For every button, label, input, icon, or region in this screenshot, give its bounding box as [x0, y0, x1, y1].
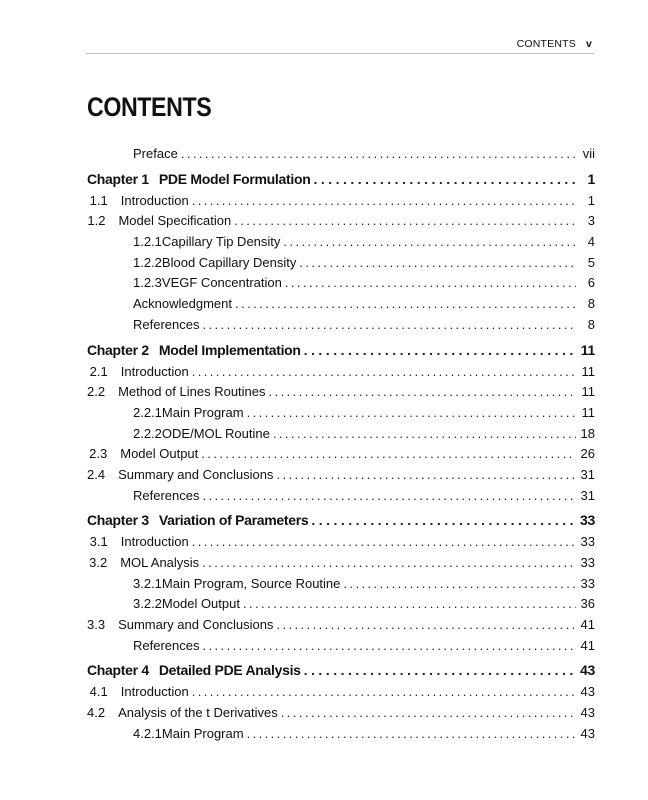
- dot-leader: [202, 317, 576, 333]
- toc-entry-title: Summary and Conclusions: [118, 617, 274, 633]
- toc-entry-title: Main Program, Source Routine: [161, 575, 341, 591]
- toc-entry: [87, 364, 595, 385]
- dot-leader: [192, 684, 576, 700]
- toc-entry-page: 3: [587, 213, 595, 229]
- toc-entry-title: ODE/MOL Routine: [161, 425, 270, 441]
- toc-chapter-entry: [87, 512, 595, 534]
- dot-leader: [311, 512, 576, 529]
- toc-entry-title: MOL Analysis: [120, 555, 200, 570]
- toc-entry-page: 43: [580, 725, 595, 741]
- toc-entry-number: 1.2.3: [133, 275, 162, 291]
- dot-leader: [285, 275, 576, 291]
- toc-entry-title: Blood Capillary Density: [161, 254, 297, 270]
- toc-entry-title: Introduction: [120, 684, 189, 700]
- toc-entry: [87, 467, 595, 488]
- toc-entry: [87, 234, 595, 255]
- toc-entry-number: 1.2.2: [133, 254, 162, 270]
- dot-leader: [313, 171, 576, 188]
- toc-entry-number: 4.2.1: [133, 725, 162, 741]
- toc-chapter-entry: [87, 171, 595, 193]
- toc-entry-title: Introduction: [120, 363, 189, 379]
- toc-entry-title: Model Output: [120, 446, 199, 462]
- toc-entry: [87, 255, 595, 276]
- dot-leader: [192, 534, 576, 550]
- toc-entry-page: 33: [580, 575, 595, 591]
- toc-entry-page: 36: [580, 596, 595, 612]
- toc-entry-number: Chapter 1: [87, 170, 149, 187]
- toc-entry-page: 43: [580, 684, 595, 700]
- toc-entry-title: Main Program: [161, 725, 244, 741]
- toc-entry-number: 2.2.1: [133, 404, 162, 420]
- toc-entry-page: 41: [580, 617, 595, 633]
- toc-entry-page: 31: [580, 487, 595, 503]
- running-head-page-number: v: [585, 38, 592, 50]
- dot-leader: [304, 662, 576, 679]
- toc-entry: [87, 534, 595, 555]
- toc-entry-title: Summary and Conclusions: [118, 466, 274, 482]
- toc-entry: [87, 726, 595, 747]
- toc-entry-number: 1.2: [87, 213, 106, 229]
- toc-entry-number: 4.2: [87, 705, 106, 721]
- toc-entry-page: 33: [580, 555, 595, 570]
- toc-entry-title: Method of Lines Routines: [118, 384, 266, 400]
- dot-leader: [234, 213, 576, 229]
- dot-leader: [276, 617, 576, 633]
- toc-entry-title: Model Implementation: [158, 341, 301, 358]
- toc-entry-title: Main Program: [161, 404, 244, 420]
- running-head-label: CONTENTS: [516, 38, 576, 50]
- toc-entry-title: Variation of Parameters: [158, 512, 309, 529]
- toc-entry-title: VEGF Concentration: [161, 275, 282, 291]
- toc-entry-page: 33: [580, 534, 595, 550]
- toc-entry-number: 3.1: [89, 534, 108, 550]
- toc-entry-title: Analysis of the t Derivatives: [118, 705, 278, 721]
- dot-leader: [269, 384, 576, 400]
- toc-entry-page: 6: [587, 275, 595, 291]
- toc-entry-number: 3.2.2: [133, 596, 162, 612]
- toc-entry-page: 11: [580, 341, 595, 358]
- toc-entry-title: Introduction: [120, 192, 189, 208]
- toc-entry: [87, 193, 595, 214]
- dot-leader: [273, 426, 576, 442]
- toc-entry-title: PDE Model Formulation: [158, 170, 311, 187]
- toc-entry-number: 2.3: [89, 446, 108, 462]
- toc-entry: [87, 275, 595, 296]
- toc-entry-number: 2.2.2: [133, 425, 162, 441]
- toc-entry: [87, 405, 595, 426]
- dot-leader: [343, 576, 576, 592]
- toc-entry-page: 1: [587, 170, 595, 187]
- toc-entry-title: Model Output: [161, 596, 240, 612]
- toc-entry-title: References: [133, 637, 200, 653]
- toc-entry: [87, 638, 595, 659]
- toc-entry-page: 33: [580, 512, 595, 529]
- dot-leader: [192, 364, 576, 380]
- dot-leader: [202, 555, 576, 571]
- toc-entry-number: Chapter 3: [87, 512, 149, 529]
- toc-entry-page: 1: [587, 192, 595, 208]
- dot-leader: [235, 296, 576, 312]
- toc-entry-page: 31: [580, 466, 595, 482]
- toc-entry: [87, 576, 595, 597]
- toc-entry-page: 11: [581, 363, 595, 379]
- toc-chapter-entry: [87, 662, 595, 684]
- toc-entry: [87, 213, 595, 234]
- toc-entry-title: References: [133, 487, 200, 503]
- toc-entry: [87, 446, 595, 467]
- table-of-contents: [87, 146, 595, 747]
- toc-entry-title: Model Specification: [118, 213, 232, 229]
- toc-entry-page: 18: [580, 425, 595, 441]
- toc-entry-title: Introduction: [120, 534, 189, 550]
- toc-entry-page: 8: [587, 296, 595, 312]
- toc-entry-number: 4.1: [89, 684, 108, 700]
- toc-entry: [87, 488, 595, 509]
- toc-entry: [87, 705, 595, 726]
- dot-leader: [192, 193, 576, 209]
- toc-entry-page: 5: [587, 254, 595, 270]
- toc-entry-page: vii: [582, 146, 595, 161]
- page-title: CONTENTS: [87, 92, 212, 122]
- dot-leader: [281, 705, 576, 721]
- dot-leader: [299, 255, 576, 271]
- dot-leader: [247, 726, 576, 742]
- dot-leader: [201, 446, 576, 462]
- toc-entry-page: 11: [581, 384, 595, 400]
- toc-entry: [87, 555, 595, 576]
- dot-leader: [276, 467, 576, 483]
- toc-entry-number: 2.1: [89, 363, 108, 379]
- toc-entry-page: 43: [580, 705, 595, 721]
- toc-entry-number: Chapter 2: [87, 341, 149, 358]
- running-head: [517, 38, 592, 50]
- header-rule: [86, 53, 594, 54]
- toc-entry-number: 2.4: [87, 466, 106, 482]
- toc-entry: [87, 146, 595, 167]
- toc-entry-number: Chapter 4: [87, 662, 149, 679]
- toc-entry-page: 4: [587, 234, 595, 250]
- toc-entry: [87, 317, 595, 338]
- toc-entry: [87, 617, 595, 638]
- toc-entry-number: 1.2.1: [133, 234, 162, 250]
- dot-leader: [247, 405, 576, 421]
- dot-leader: [283, 234, 576, 250]
- toc-entry-title: Detailed PDE Analysis: [158, 662, 301, 679]
- toc-entry: [87, 426, 595, 447]
- toc-entry-title: Capillary Tip Density: [161, 234, 281, 250]
- toc-entry-page: 43: [580, 662, 595, 679]
- toc-entry: [87, 596, 595, 617]
- toc-entry-title: References: [133, 316, 200, 332]
- toc-entry-number: 3.2.1: [133, 575, 162, 591]
- dot-leader: [202, 638, 576, 654]
- toc-entry: [87, 296, 595, 317]
- toc-entry-title: Acknowledgment: [133, 296, 232, 312]
- toc-entry-number: 3.3: [87, 617, 106, 633]
- dot-leader: [202, 488, 576, 504]
- toc-entry-number: 1.1: [89, 192, 108, 208]
- dot-leader: [243, 596, 576, 612]
- dot-leader: [181, 146, 576, 162]
- toc-entry-page: 11: [581, 404, 595, 420]
- toc-entry-page: 8: [587, 316, 595, 332]
- toc-entry: [87, 384, 595, 405]
- toc-entry-number: 3.2: [89, 555, 108, 570]
- toc-entry: [87, 684, 595, 705]
- toc-entry-page: 41: [580, 637, 595, 653]
- toc-chapter-entry: [87, 342, 595, 364]
- toc-entry-page: 26: [580, 446, 595, 462]
- toc-entry-number: 2.2: [87, 384, 106, 400]
- toc-entry-title: Preface: [133, 146, 178, 161]
- dot-leader: [304, 342, 576, 359]
